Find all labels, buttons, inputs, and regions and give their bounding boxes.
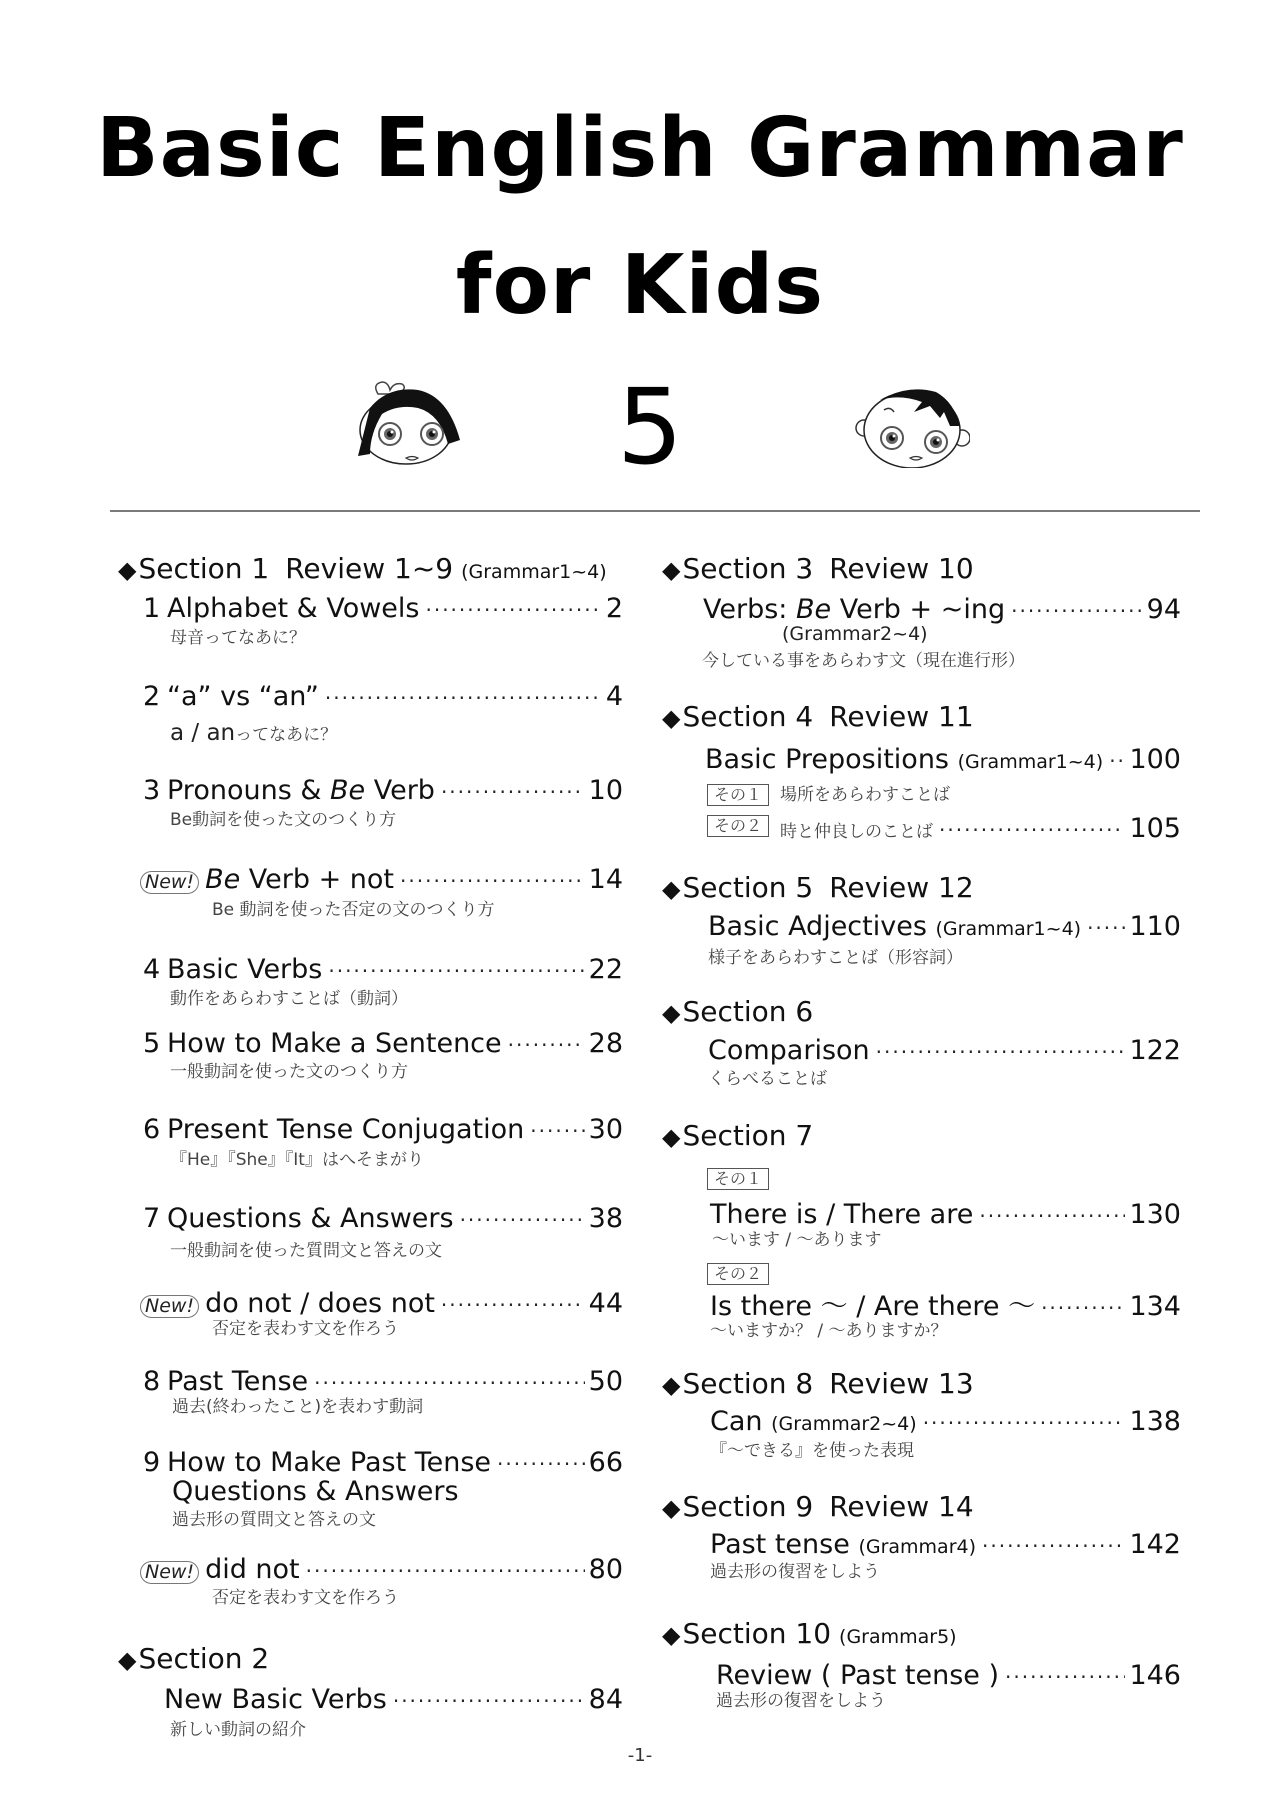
- section-6-heading: [662, 995, 814, 1028]
- entry-subtitle: 過去形の復習をしよう: [710, 1562, 880, 1582]
- entry-subtitle: 『He』『She』『It』はへそまがり: [170, 1150, 424, 1170]
- page-number: 66: [588, 1447, 623, 1478]
- toc-entry-past-questions[interactable]: [143, 1449, 623, 1476]
- diamond-bullet-icon: ◆: [118, 556, 137, 584]
- review-label: Review 1~9: [285, 552, 454, 585]
- new-badge: New!: [140, 871, 199, 894]
- entry-title: Questions & Answers: [167, 1203, 454, 1234]
- entry-subtitle: Be 動詞を使った否定の文のつくり方: [212, 900, 495, 920]
- toc-entry-past-tense[interactable]: [143, 1368, 623, 1395]
- entry-subtitle: 否定を表わす文を作ろう: [212, 1319, 399, 1339]
- leader-dots: [939, 820, 1125, 840]
- leader-dots: [508, 1035, 585, 1055]
- toc-entry-review-past-tense[interactable]: [716, 1662, 1181, 1689]
- page-number: 80: [588, 1554, 623, 1585]
- toc-entry-there-is[interactable]: [710, 1201, 1181, 1228]
- toc-entry-comparison[interactable]: [708, 1037, 1181, 1064]
- section-7-heading: [662, 1119, 814, 1152]
- leader-dots: [923, 1413, 1126, 1433]
- diamond-bullet-icon: ◆: [662, 704, 681, 732]
- page-number: 10: [588, 775, 623, 806]
- section-label: Section 5: [682, 871, 814, 904]
- toc-entry-did-not[interactable]: [140, 1556, 623, 1584]
- entry-title: Present Tense Conjugation: [167, 1114, 525, 1145]
- toc-entry-new-basic-verbs[interactable]: [164, 1686, 623, 1713]
- page-number: 44: [588, 1288, 623, 1319]
- toc-entry-prepositions[interactable]: [705, 746, 1181, 773]
- toc-entry-time-words[interactable]: [780, 815, 1181, 842]
- page-number: 50: [588, 1366, 623, 1397]
- page-number: 142: [1129, 1529, 1181, 1560]
- entry-title: How to Make Past Tense: [167, 1447, 492, 1478]
- toc-entry-be-verb-ing[interactable]: [703, 596, 1181, 623]
- entry-subtitle: くらべることば: [708, 1069, 827, 1089]
- leader-dots: [530, 1121, 584, 1141]
- volume-number: 5: [616, 366, 684, 488]
- entry-subtitle: 新しい動詞の紹介: [170, 1720, 306, 1740]
- title-line-1: Basic English Grammar: [96, 101, 1184, 196]
- leader-dots: [982, 1536, 1125, 1556]
- page-footer-number: -1-: [627, 1745, 653, 1766]
- section-label: Section 6: [682, 995, 814, 1028]
- girl-face-icon: [348, 378, 468, 472]
- diamond-bullet-icon: ◆: [662, 1621, 681, 1649]
- boy-face-icon: [850, 378, 970, 472]
- title-line-2: for Kids: [455, 238, 825, 333]
- entry-number: 8: [143, 1366, 161, 1397]
- entry-title-line-2: Questions & Answers: [172, 1476, 459, 1507]
- entry-title: Basic Prepositions (Grammar1~4): [705, 744, 1104, 775]
- leader-dots: [1011, 601, 1143, 621]
- entry-title: There is / There are: [710, 1199, 974, 1230]
- toc-entry-pronouns[interactable]: [143, 777, 623, 804]
- entry-subtitle: Be動詞を使った文のつくり方: [170, 810, 397, 830]
- leader-dots: [306, 1561, 585, 1581]
- leader-dots: [460, 1210, 585, 1230]
- leader-dots: [979, 1206, 1125, 1226]
- new-badge: New!: [140, 1295, 199, 1318]
- page-number: 22: [588, 954, 623, 985]
- part-1-box: その１: [707, 784, 769, 806]
- entry-subtitle: 『～できる』を使った表現: [710, 1441, 914, 1461]
- page-number: 138: [1129, 1406, 1181, 1437]
- diamond-bullet-icon: ◆: [662, 875, 681, 903]
- entry-title: Comparison: [708, 1035, 870, 1066]
- entry-number: 4: [143, 954, 161, 985]
- entry-subtitle: 一般動詞を使った文のつくり方: [170, 1062, 408, 1082]
- toc-entry-alphabet[interactable]: [143, 595, 623, 622]
- entry-number: 3: [143, 775, 161, 806]
- section-5-heading: [662, 871, 974, 904]
- entry-subtitle: ～います / ～あります: [712, 1230, 882, 1250]
- page-number: 28: [588, 1028, 623, 1059]
- entry-title: Be Verb + not: [205, 864, 395, 895]
- section-label: Section 8: [682, 1367, 814, 1400]
- leader-dots: [441, 782, 585, 802]
- entry-subtitle: 過去(終わったこと)を表わす動詞: [172, 1397, 424, 1417]
- leader-dots: [1005, 1667, 1125, 1687]
- leader-dots: [441, 1295, 585, 1315]
- entry-title: did not: [205, 1554, 300, 1585]
- entry-subtitle: 今している事をあらわす文（現在進行形）: [702, 651, 1025, 671]
- toc-entry-basic-verbs[interactable]: [143, 956, 623, 983]
- section-label: Section 3: [682, 552, 814, 585]
- diamond-bullet-icon: ◆: [662, 1494, 681, 1522]
- section-8-heading: [662, 1367, 974, 1400]
- entry-subtitle: 母音ってなあに？: [170, 628, 306, 648]
- leader-dots: [497, 1454, 585, 1474]
- review-label: Review 10: [829, 552, 974, 585]
- subtitle-japanese: ってなあに？: [235, 725, 338, 745]
- toc-entry-a-vs-an[interactable]: [143, 683, 623, 710]
- grammar-label: (Grammar2~4): [782, 623, 928, 645]
- section-label: Section 1: [138, 552, 270, 585]
- entry-title: 時と仲良しのことば: [780, 822, 933, 842]
- entry-title: Past Tense: [167, 1366, 309, 1397]
- section-label: Section 10: [682, 1617, 832, 1650]
- entry-title: Pronouns & Be Verb: [167, 775, 435, 806]
- toc-entry-be-verb-not[interactable]: [140, 866, 623, 894]
- page-number: 4: [605, 681, 623, 712]
- toc-entry-questions-answers[interactable]: [143, 1205, 623, 1232]
- diamond-bullet-icon: ◆: [662, 1371, 681, 1399]
- toc-entry-do-not[interactable]: [140, 1290, 623, 1318]
- entry-subtitle: 様子をあらわすことば（形容詞）: [708, 948, 963, 968]
- entry-title: Verbs: Be Verb + ~ing: [703, 594, 1006, 625]
- entry-subtitle: 過去形の復習をしよう: [716, 1691, 886, 1711]
- entry-subtitle: ～いますか？ / ～ありますか？: [710, 1321, 948, 1341]
- leader-dots: [393, 1691, 585, 1711]
- page-number: 2: [605, 593, 623, 624]
- entry-number: 6: [143, 1114, 161, 1145]
- leader-dots: [400, 871, 585, 891]
- part-1-box: その１: [707, 1168, 769, 1190]
- section-10-heading: [662, 1617, 957, 1650]
- leader-dots: [876, 1042, 1126, 1062]
- page-number: 38: [588, 1203, 623, 1234]
- toc-entry-adjectives[interactable]: [708, 913, 1181, 940]
- section-1-heading: [118, 552, 607, 585]
- entry-number: 9: [143, 1447, 161, 1478]
- part-2-box: その２: [707, 1263, 769, 1285]
- leader-dots: [1109, 751, 1125, 771]
- page-number: 84: [588, 1684, 623, 1715]
- page-number: 122: [1129, 1035, 1181, 1066]
- entry-title: Review ( Past tense ): [716, 1660, 999, 1691]
- section-label: Section 2: [138, 1642, 270, 1675]
- grammar-label: (Grammar1~4): [461, 561, 607, 583]
- entry-title: Is there ～ / Are there ～: [710, 1291, 1036, 1322]
- toc-entry-present-tense[interactable]: [143, 1116, 623, 1143]
- entry-number: 2: [143, 681, 161, 712]
- entry-number: 1: [143, 593, 161, 624]
- grammar-label: (Grammar5): [839, 1626, 957, 1648]
- page-number: 94: [1146, 594, 1181, 625]
- section-9-heading: [662, 1490, 974, 1523]
- page-number: 105: [1129, 813, 1181, 844]
- part-1-text: 場所をあらわすことば: [780, 785, 950, 805]
- leader-dots: [1087, 918, 1125, 938]
- toc-entry-past-tense-review[interactable]: [710, 1531, 1181, 1558]
- entry-number: 7: [143, 1203, 161, 1234]
- section-2-heading: [118, 1642, 270, 1675]
- review-label: Review 13: [829, 1367, 974, 1400]
- subtitle-english: a / an: [170, 720, 236, 746]
- entry-title: Alphabet & Vowels: [167, 593, 420, 624]
- entry-number: 5: [143, 1028, 161, 1059]
- entry-title: Past tense (Grammar4): [710, 1529, 976, 1560]
- diamond-bullet-icon: ◆: [662, 999, 681, 1027]
- page-number: 30: [588, 1114, 623, 1145]
- toc-entry-can[interactable]: [710, 1408, 1181, 1435]
- section-label: Section 4: [682, 700, 814, 733]
- leader-dots: [1041, 1298, 1125, 1318]
- diamond-bullet-icon: ◆: [662, 556, 681, 584]
- section-3-heading: [662, 552, 974, 585]
- divider-rule: [110, 510, 1200, 512]
- leader-dots: [325, 688, 602, 708]
- part-2-box: その２: [707, 815, 769, 837]
- entry-subtitle: 動作をあらわすことば（動詞）: [170, 989, 408, 1009]
- new-badge: New!: [140, 1561, 199, 1584]
- entry-title: Basic Adjectives (Grammar1~4): [708, 911, 1082, 942]
- entry-title: New Basic Verbs: [164, 1684, 387, 1715]
- page-number: 134: [1129, 1291, 1181, 1322]
- entry-subtitle: [170, 722, 337, 745]
- entry-title: do not / does not: [205, 1288, 435, 1319]
- section-label: Section 7: [682, 1119, 814, 1152]
- section-label: Section 9: [682, 1490, 814, 1523]
- entry-title: How to Make a Sentence: [167, 1028, 502, 1059]
- entry-title: Can (Grammar2~4): [710, 1406, 917, 1437]
- page-number: 14: [588, 864, 623, 895]
- diamond-bullet-icon: ◆: [662, 1123, 681, 1151]
- review-label: Review 14: [829, 1490, 974, 1523]
- toc-entry-make-sentence[interactable]: [143, 1030, 623, 1057]
- leader-dots: [328, 961, 584, 981]
- review-label: Review 11: [829, 700, 974, 733]
- entry-title: “a” vs “an”: [167, 681, 319, 712]
- leader-dots: [314, 1373, 584, 1393]
- page-number: 100: [1129, 744, 1181, 775]
- entry-subtitle: 過去形の質問文と答えの文: [172, 1510, 376, 1530]
- leader-dots: [425, 600, 601, 620]
- entry-title: Basic Verbs: [167, 954, 323, 985]
- section-4-heading: [662, 700, 974, 733]
- diamond-bullet-icon: ◆: [118, 1646, 137, 1674]
- page-number: 130: [1129, 1199, 1181, 1230]
- entry-subtitle: 否定を表わす文を作ろう: [212, 1588, 399, 1608]
- toc-entry-is-there[interactable]: [710, 1293, 1181, 1320]
- entry-subtitle: 一般動詞を使った質問文と答えの文: [170, 1241, 442, 1261]
- review-label: Review 12: [829, 871, 974, 904]
- page-number: 110: [1129, 911, 1181, 942]
- page-number: 146: [1129, 1660, 1181, 1691]
